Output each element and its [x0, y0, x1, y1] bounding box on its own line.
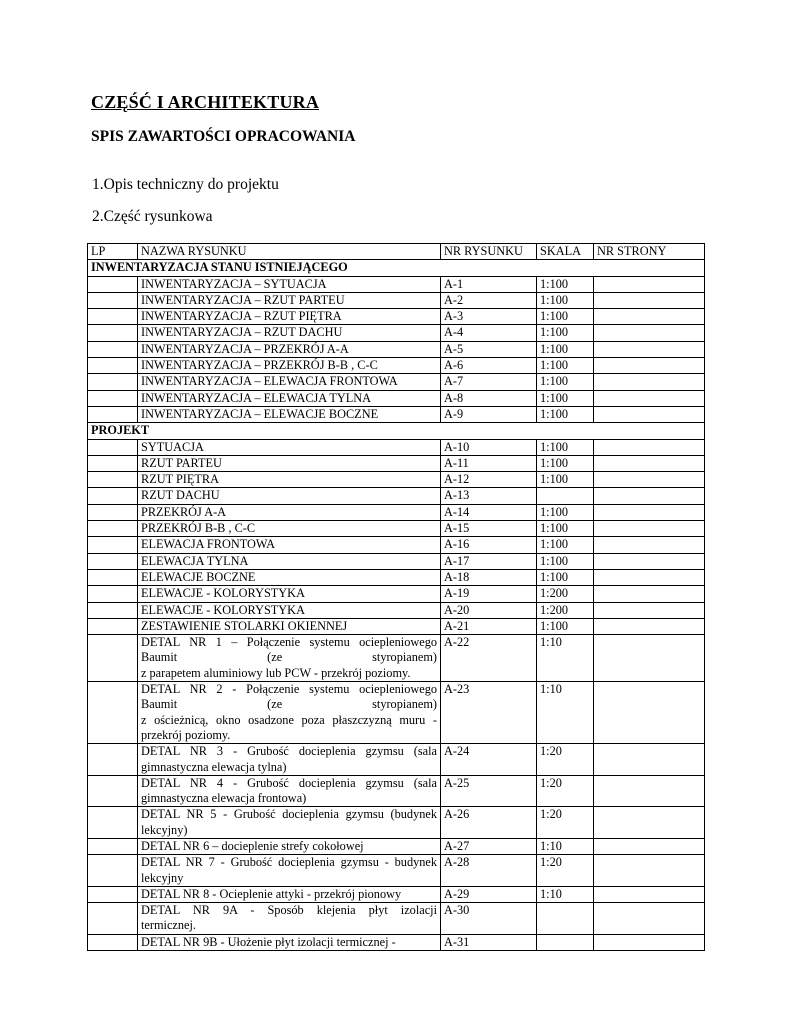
table-row [88, 807, 705, 839]
table-row [88, 744, 705, 776]
cell-page-number [594, 838, 705, 854]
cell-drawing-number: A-26 [441, 807, 537, 839]
cell-lp [88, 358, 138, 374]
cell-lp [88, 618, 138, 634]
list-item-drawings: 2.Część rysunkowa [92, 208, 213, 225]
cell-scale: 1:100 [537, 569, 594, 585]
cell-drawing-number: A-18 [441, 569, 537, 585]
drawing-name-line: gimnastyczna elewacja frontowa) [141, 791, 307, 806]
table-row [88, 374, 705, 390]
cell-page-number [594, 903, 705, 935]
drawing-name-line: ELEWACJE - KOLORYSTYKA [141, 586, 305, 601]
cell-lp [88, 838, 138, 854]
drawing-name-line: Baumit (ze styropianem) [141, 697, 437, 712]
drawing-name-line: lekcyjny) [141, 822, 188, 837]
cell-page-number [594, 521, 705, 537]
header-lp: LP [88, 244, 138, 260]
cell-page-number [594, 635, 705, 682]
cell-drawing-number: A-11 [441, 455, 537, 471]
cell-drawing-name [138, 886, 441, 902]
cell-drawing-number: A-2 [441, 292, 537, 308]
cell-drawing-name [138, 682, 441, 744]
cell-scale [537, 488, 594, 504]
cell-page-number [594, 472, 705, 488]
cell-drawing-name [138, 744, 441, 776]
cell-scale: 1:200 [537, 586, 594, 602]
cell-drawing-name [138, 374, 441, 390]
drawing-name-line: ELEWACJE - KOLORYSTYKA [141, 602, 305, 617]
drawing-name-line: DETAL NR 3 - Grubość docieplenia gzymsu (sala [141, 744, 437, 759]
table-section-row [88, 260, 705, 276]
cell-scale: 1:10 [537, 838, 594, 854]
cell-lp [88, 586, 138, 602]
cell-page-number [594, 276, 705, 292]
cell-lp [88, 406, 138, 422]
cell-drawing-name [138, 488, 441, 504]
cell-drawing-name [138, 504, 441, 520]
cell-drawing-number: A-29 [441, 886, 537, 902]
table-row [88, 553, 705, 569]
document-subtitle: SPIS ZAWARTOŚCI OPRACOWANIA [91, 128, 356, 145]
cell-lp [88, 635, 138, 682]
table-row [88, 537, 705, 553]
drawing-name-line: INWENTARYZACJA – RZUT PIĘTRA [141, 309, 342, 324]
drawing-name-line: lekcyjny [141, 870, 184, 885]
drawing-name-line: INWENTARYZACJA – RZUT DACHU [141, 325, 343, 340]
drawing-name-line: DETAL NR 8 - Ocieplenie attyki - przekrój pionowy [141, 886, 402, 901]
header-page: NR STRONY [594, 244, 705, 260]
cell-drawing-number: A-17 [441, 553, 537, 569]
drawing-name-line: PRZEKRÓJ B-B , C-C [141, 521, 256, 536]
cell-lp [88, 276, 138, 292]
cell-drawing-name [138, 618, 441, 634]
cell-drawing-number: A-10 [441, 439, 537, 455]
cell-scale: 1:10 [537, 886, 594, 902]
cell-drawing-name [138, 838, 441, 854]
cell-drawing-number: A-6 [441, 358, 537, 374]
header-nr: NR RYSUNKU [441, 244, 537, 260]
cell-scale: 1:100 [537, 455, 594, 471]
cell-drawing-name [138, 586, 441, 602]
section-title: PROJEKT [88, 423, 705, 439]
cell-lp [88, 374, 138, 390]
cell-lp [88, 602, 138, 618]
cell-page-number [594, 934, 705, 950]
drawing-name-line: ELEWACJA TYLNA [141, 553, 249, 568]
cell-lp [88, 439, 138, 455]
drawing-name-line: INWENTARYZACJA – PRZEKRÓJ B-B , C-C [141, 358, 378, 373]
cell-drawing-number: A-30 [441, 903, 537, 935]
cell-page-number [594, 586, 705, 602]
cell-lp [88, 886, 138, 902]
list-item-description: 1.Opis techniczny do projektu [92, 176, 279, 193]
cell-drawing-name [138, 553, 441, 569]
cell-drawing-number: A-31 [441, 934, 537, 950]
cell-page-number [594, 553, 705, 569]
cell-drawing-name [138, 521, 441, 537]
cell-drawing-number: A-3 [441, 309, 537, 325]
cell-drawing-name [138, 309, 441, 325]
cell-drawing-number: A-16 [441, 537, 537, 553]
cell-lp [88, 292, 138, 308]
drawing-name-line: termicznej. [141, 918, 196, 933]
cell-drawing-number: A-8 [441, 390, 537, 406]
cell-scale: 1:20 [537, 855, 594, 887]
cell-lp [88, 569, 138, 585]
drawing-name-line: RZUT DACHU [141, 488, 220, 503]
cell-lp [88, 903, 138, 935]
drawing-name-line: DETAL NR 9A - Sposób klejenia płyt izolacji [141, 903, 437, 918]
cell-drawing-name [138, 325, 441, 341]
drawings-table-body [88, 244, 705, 951]
cell-drawing-number: A-4 [441, 325, 537, 341]
table-row [88, 682, 705, 744]
cell-drawing-number: A-12 [441, 472, 537, 488]
drawing-name-line: INWENTARYZACJA – SYTUACJA [141, 276, 327, 291]
cell-drawing-name [138, 276, 441, 292]
cell-lp [88, 325, 138, 341]
cell-drawing-number: A-22 [441, 635, 537, 682]
cell-page-number [594, 358, 705, 374]
header-name: NAZWA RYSUNKU [138, 244, 441, 260]
table-row [88, 602, 705, 618]
cell-page-number [594, 569, 705, 585]
cell-page-number [594, 886, 705, 902]
cell-drawing-number: A-21 [441, 618, 537, 634]
table-row [88, 406, 705, 422]
table-row [88, 358, 705, 374]
cell-page-number [594, 439, 705, 455]
cell-drawing-number: A-23 [441, 682, 537, 744]
cell-lp [88, 521, 138, 537]
cell-drawing-name [138, 569, 441, 585]
table-row [88, 618, 705, 634]
table-row [88, 635, 705, 682]
cell-lp [88, 934, 138, 950]
cell-scale: 1:100 [537, 309, 594, 325]
cell-drawing-number: A-13 [441, 488, 537, 504]
cell-drawing-name [138, 775, 441, 807]
cell-scale: 1:100 [537, 292, 594, 308]
cell-drawing-name [138, 390, 441, 406]
drawings-table [87, 243, 705, 951]
cell-scale: 1:100 [537, 374, 594, 390]
table-row [88, 586, 705, 602]
cell-drawing-number: A-20 [441, 602, 537, 618]
cell-drawing-name [138, 602, 441, 618]
header-scale: SKALA [537, 244, 594, 260]
cell-page-number [594, 682, 705, 744]
cell-drawing-name [138, 934, 441, 950]
cell-lp [88, 537, 138, 553]
cell-drawing-number: A-5 [441, 341, 537, 357]
cell-drawing-number: A-24 [441, 744, 537, 776]
cell-scale: 1:100 [537, 390, 594, 406]
cell-lp [88, 855, 138, 887]
table-row [88, 455, 705, 471]
cell-drawing-number: A-1 [441, 276, 537, 292]
cell-lp [88, 455, 138, 471]
table-row [88, 390, 705, 406]
cell-drawing-number: A-19 [441, 586, 537, 602]
cell-page-number [594, 390, 705, 406]
drawing-name-line: DETAL NR 1 – Połączenie systemu ociepleniowego [141, 635, 437, 650]
drawing-name-line: gimnastyczna elewacja tylna) [141, 759, 287, 774]
cell-scale: 1:100 [537, 406, 594, 422]
cell-scale: 1:20 [537, 775, 594, 807]
cell-drawing-number: A-14 [441, 504, 537, 520]
cell-page-number [594, 537, 705, 553]
cell-lp [88, 309, 138, 325]
cell-page-number [594, 807, 705, 839]
cell-page-number [594, 374, 705, 390]
drawing-name-line: INWENTARYZACJA – ELEWACJA FRONTOWA [141, 374, 398, 389]
table-header-row [88, 244, 705, 260]
cell-drawing-number: A-15 [441, 521, 537, 537]
cell-lp [88, 775, 138, 807]
cell-page-number [594, 325, 705, 341]
table-row [88, 341, 705, 357]
drawing-name-line: RZUT PARTEU [141, 455, 222, 470]
table-row [88, 504, 705, 520]
cell-lp [88, 744, 138, 776]
drawing-name-line: PRZEKRÓJ A-A [141, 504, 227, 519]
cell-page-number [594, 292, 705, 308]
cell-drawing-name [138, 292, 441, 308]
cell-scale: 1:20 [537, 744, 594, 776]
drawing-name-line: RZUT PIĘTRA [141, 472, 219, 487]
cell-scale [537, 934, 594, 950]
table-row [88, 521, 705, 537]
cell-page-number [594, 504, 705, 520]
cell-page-number [594, 455, 705, 471]
cell-scale: 1:10 [537, 682, 594, 744]
cell-drawing-number: A-25 [441, 775, 537, 807]
table-row [88, 855, 705, 887]
drawing-name-line: DETAL NR 6 – docieplenie strefy cokołowej [141, 838, 364, 853]
drawing-name-line: DETAL NR 2 - Połączenie systemu ociepleniowego [141, 682, 437, 697]
cell-drawing-name [138, 537, 441, 553]
cell-page-number [594, 309, 705, 325]
cell-scale: 1:20 [537, 807, 594, 839]
cell-scale: 1:100 [537, 341, 594, 357]
table-row [88, 838, 705, 854]
cell-drawing-number: A-9 [441, 406, 537, 422]
table-row [88, 934, 705, 950]
drawing-name-line: ELEWACJA FRONTOWA [141, 537, 276, 552]
cell-lp [88, 682, 138, 744]
cell-drawing-number: A-27 [441, 838, 537, 854]
table-row [88, 309, 705, 325]
table-row [88, 325, 705, 341]
cell-lp [88, 341, 138, 357]
drawing-name-line: Baumit (ze styropianem) [141, 650, 437, 665]
cell-drawing-name [138, 635, 441, 682]
cell-scale: 1:100 [537, 521, 594, 537]
drawing-name-line: z parapetem aluminiowy lub PCW - przekrój poziomy. [141, 665, 411, 680]
cell-scale: 1:100 [537, 276, 594, 292]
cell-drawing-name [138, 903, 441, 935]
cell-scale [537, 903, 594, 935]
table-row [88, 292, 705, 308]
cell-scale: 1:100 [537, 325, 594, 341]
cell-lp [88, 807, 138, 839]
drawing-name-line: SYTUACJA [141, 439, 204, 454]
drawing-name-line: INWENTARYZACJA – RZUT PARTEU [141, 292, 345, 307]
cell-drawing-name [138, 472, 441, 488]
drawing-name-line: ELEWACJE BOCZNE [141, 569, 256, 584]
table-row [88, 903, 705, 935]
drawing-name-line: DETAL NR 9B - Ułożenie płyt izolacji termicznej - [141, 934, 396, 949]
cell-scale: 1:100 [537, 439, 594, 455]
cell-drawing-name [138, 406, 441, 422]
cell-drawing-name [138, 807, 441, 839]
cell-drawing-name [138, 855, 441, 887]
cell-drawing-name [138, 358, 441, 374]
cell-drawing-name [138, 439, 441, 455]
cell-page-number [594, 406, 705, 422]
cell-scale: 1:100 [537, 504, 594, 520]
cell-page-number [594, 744, 705, 776]
table-row [88, 439, 705, 455]
drawing-name-line: INWENTARYZACJA – ELEWACJA TYLNA [141, 390, 372, 405]
drawing-name-line: DETAL NR 4 - Grubość docieplenia gzymsu (sala [141, 775, 437, 790]
drawing-name-line: przekrój poziomy. [141, 727, 231, 742]
document-title: CZĘŚĆ I ARCHITEKTURA [91, 92, 320, 112]
cell-scale: 1:100 [537, 618, 594, 634]
drawing-name-line: INWENTARYZACJA – PRZEKRÓJ A-A [141, 341, 349, 356]
table-row [88, 886, 705, 902]
table-row [88, 775, 705, 807]
cell-drawing-name [138, 455, 441, 471]
drawing-name-line: ZESTAWIENIE STOLARKI OKIENNEJ [141, 618, 348, 633]
cell-page-number [594, 488, 705, 504]
cell-page-number [594, 855, 705, 887]
drawing-name-line: DETAL NR 7 - Grubość docieplenia gzymsu - budynek [141, 855, 437, 870]
cell-scale: 1:10 [537, 635, 594, 682]
cell-lp [88, 553, 138, 569]
cell-page-number [594, 341, 705, 357]
table-row [88, 488, 705, 504]
cell-scale: 1:100 [537, 553, 594, 569]
cell-scale: 1:100 [537, 537, 594, 553]
cell-lp [88, 472, 138, 488]
drawing-name-line: DETAL NR 5 - Grubość docieplenia gzymsu (budynek [141, 807, 437, 822]
cell-lp [88, 488, 138, 504]
cell-page-number [594, 775, 705, 807]
drawing-name-line: INWENTARYZACJA – ELEWACJE BOCZNE [141, 406, 379, 421]
cell-scale: 1:100 [537, 472, 594, 488]
cell-lp [88, 390, 138, 406]
table-row [88, 472, 705, 488]
cell-page-number [594, 602, 705, 618]
cell-scale: 1:200 [537, 602, 594, 618]
table-row [88, 276, 705, 292]
table-section-row [88, 423, 705, 439]
cell-lp [88, 504, 138, 520]
cell-drawing-number: A-28 [441, 855, 537, 887]
cell-scale: 1:100 [537, 358, 594, 374]
drawing-name-line: z ościeżnicą, okno osadzone poza płaszczyzną muru - [141, 712, 437, 727]
cell-drawing-number: A-7 [441, 374, 537, 390]
cell-page-number [594, 618, 705, 634]
cell-drawing-name [138, 341, 441, 357]
section-title: INWENTARYZACJA STANU ISTNIEJĄCEGO [88, 260, 705, 276]
table-row [88, 569, 705, 585]
